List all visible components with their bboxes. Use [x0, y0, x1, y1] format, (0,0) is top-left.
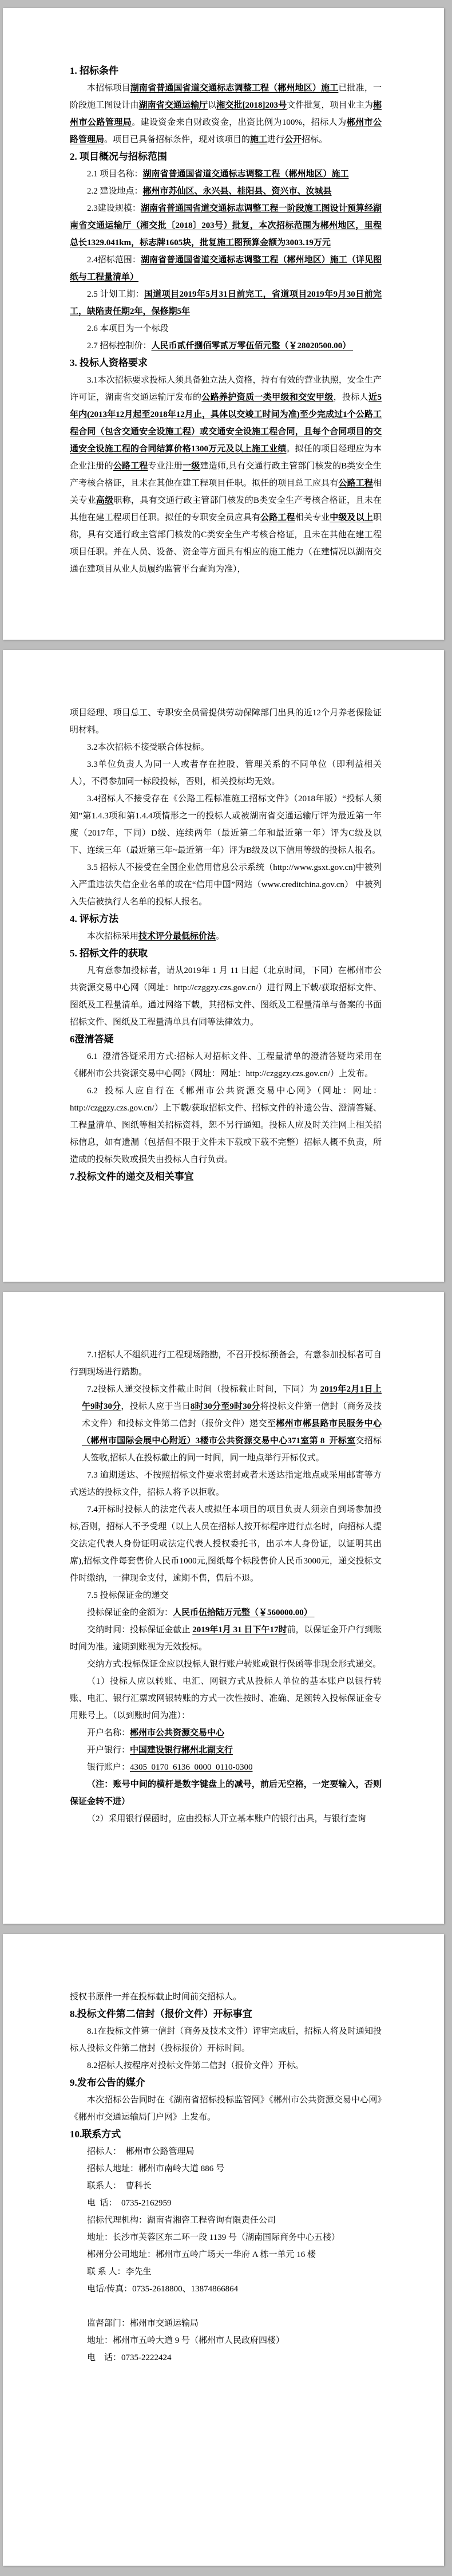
text-run: 郴州市郴县路市民服务中心（郴州市国际会展中心附近）3楼市公共资源交易中心371室第 8 开标室	[82, 1419, 382, 1445]
text-run: 授权书原件一并在投标截止时间前交招标人。	[70, 1992, 242, 2002]
paragraph	[70, 183, 382, 200]
text-run: 7.4开标时投标人的法定代表人或拟任本项目的项目负责人须亲自到场参加投标,否则，招标人不予受理（以上人员在招标人按开标程序进行点名时，向招标人提交法定代表人身份证明或法定代表人授权委托书，出示本人身份证，以证明其出席),招标文件每套售价人民币1000元,图纸每个标段售价人民币3000元，递交投标文件时缴纳，一律现金支付，逾期不售，售后不退。	[70, 1505, 382, 1583]
text-run: 。	[216, 932, 225, 941]
section-heading	[70, 1168, 382, 1185]
text-run: 招标。	[302, 135, 328, 144]
text-run: 专业注册	[148, 462, 183, 471]
paragraph	[70, 2229, 382, 2246]
text-run: 近5年内(2013年12月起至2018年12月止，具体以交竣工时间为准)至少完成过1个公路工程合同（包含交通安全设施工程）或交通安全设施工程合同，且每个合同项目的交通安全设施工程的合同结算价格1300万元及以上施工业绩	[70, 393, 382, 454]
text-run: 7.5 投标保证金的递交	[87, 1591, 169, 1600]
text-run: 招标人地址：郴州市南岭大道 886 号	[87, 2164, 225, 2173]
document-page-1	[3, 8, 444, 640]
text-run: 本次招标公告同时在《湖南省招标投标监管网》《郴州市公共资源交易中心网》《郴州市交通运输局门户网》上发布。	[70, 2096, 382, 2122]
text-run: 电 话：0735-2222424	[87, 2353, 172, 2362]
text-run: 郴州市苏仙区、永兴县、桂阳县、资兴市、汝城县	[142, 187, 332, 196]
text-run: 2019年2月1日上午9时30分	[82, 1385, 382, 1411]
paragraph	[70, 200, 382, 251]
text-run: 人民币贰仟捌佰零贰万零伍佰元整（￥28020500.00）	[151, 341, 354, 350]
section-heading	[70, 62, 382, 80]
text-run: 一级	[183, 462, 200, 471]
text-run: 建造师,具有交通行政主管部门核发的B类安全生产考核合格证，且未在其他在建工程项目任职。拟任的项目总工应具有	[70, 462, 382, 488]
text-run: 2.4招标范围：	[87, 255, 141, 265]
paragraph	[70, 1810, 382, 1827]
text-run: 5. 招标文件的获取	[70, 948, 148, 959]
text-run: 公路工程	[260, 513, 295, 522]
text-run: 3.4招标人不接受存在《公路工程标准施工招标文件》（2018年版）“投标人须知”第1.4.3项和第1.4.4项情形之一的投标人或被湖南省交通运输厅评为最近第一年度（2017年，下同）D级、连续两年（最近第二年和最近第一年）评为C级及以下、连续三年（最近第三年~最近第一年）评为B级及以下信用等级的投标人报名。	[70, 794, 382, 855]
text-run: 7.投标文件的递交及相关事宜	[70, 1171, 194, 1182]
text-run: 文件批复，项目业主为	[287, 101, 373, 110]
text-run: 高级	[96, 496, 114, 505]
text-run: 公路养护资质一类甲级和交安甲级	[201, 393, 334, 402]
document-page-2	[3, 650, 444, 1282]
paragraph	[70, 1673, 382, 1724]
section-heading	[70, 148, 382, 166]
paragraph	[70, 1988, 382, 2006]
text-run: 交纳方式:投标保证金应以投标人银行账户转账或银行保函等非现金形式递交。	[87, 1660, 382, 1669]
paragraph	[70, 1776, 382, 1810]
text-run: （1）投标人应以转账、电汇、网银方式从投标人单位的基本账户以银行转账、电汇、银行汇票或网银转账的方式一次性按时、准确、足额转入投标保证金专用账号上。（以到账时间为准）：	[70, 1677, 382, 1720]
text-run: 6.2 投标人应自行在《郴州市公共资源交易中心网》（网址：网址：http://czggzy.czs.gov.cn/）上下载/获取招标文件、招标文件的补遗公告、澄清答疑、工程量清单、图纸等相关招标资料，恕不另行通知。投标人应及时关注网上相关招标信息，如有遗漏（包括但不限于文件未下载或下载不完整）招标人概不负责，所造成的投标失败或损失由投标人自行负责。	[70, 1086, 382, 1164]
paragraph	[70, 1742, 382, 1759]
text-run: 以	[208, 101, 217, 110]
text-run: 交招标人签收,招标人在投标截止的同一时间，同一地点举行开标仪式。	[82, 1436, 382, 1463]
text-run: 郴州市公共资源交易中心	[130, 1728, 225, 1738]
text-run: 2.7 招标控制价：	[87, 341, 152, 350]
text-run: 投标保证金的金额为：	[87, 1608, 173, 1617]
paragraph	[70, 286, 382, 320]
paragraph	[70, 1467, 382, 1501]
text-run: 2.3建设规模：	[87, 204, 141, 213]
text-run: 3. 投标人资格要求	[70, 357, 148, 368]
text-run: 2.1 项目名称：	[87, 170, 143, 179]
paragraph	[70, 2280, 382, 2298]
text-run: 职称，具有交通行政主管部门核发的C类安全生产考核合格证，且未在其他在建工程项目任职。并在人员、设备、资金等方面具有相应的施工能力（在建情况以湖南交通在建项目从业人员履约监管平台查询为准），	[70, 513, 382, 574]
text-run: 银行账户：	[87, 1763, 130, 1772]
text-run: 技术评分最低标价法	[138, 932, 216, 941]
text-run: 。项目已具备招标条件，现对该项目的	[104, 135, 251, 144]
text-run: 湘交批[2018]203号	[216, 101, 287, 110]
text-run: 联 系 人：李先生	[87, 2267, 152, 2276]
text-run: 3.2本次招标不接受联合体投标。	[87, 743, 209, 752]
paragraph	[70, 859, 382, 911]
text-run: 凡有意参加投标者，请从2019年 1 月 11 日起（北京时间，下同）在郴州市公共资源交易中心网（网址：http://czggzy.czs.gov.cn/）进行网上下载/获取招标文件、图纸及工程量清单。通过网络下载，其招标文件、图纸及工程量清单与备案的书面招标文件、图纸及工程量清单具有同等法律效力。	[70, 966, 382, 1027]
text-run: 地址：长沙市芙蓉区东二环一段 1139 号（湖南国际商务中心五楼）	[87, 2233, 340, 2242]
paragraph	[70, 2315, 382, 2332]
text-run: 地址：郴州市五岭大道 9 号（郴州市人民政府四楼）	[87, 2336, 285, 2345]
text-run: 公开	[284, 135, 302, 144]
text-run: 开户名称：	[87, 1728, 130, 1738]
text-run: 3.5 招标人不接受在全国企业信用信息公示系统（http://www.gsxt.gov.cn)中被列入严重违法失信企业名单的或在“信用中国”网站（www.creditchina.gov.cn） 中被列入失信被执行人名单的投标人报名。	[70, 863, 382, 907]
text-run: 9.发布公告的媒介	[70, 2077, 145, 2088]
paragraph	[70, 320, 382, 337]
section-heading	[70, 1031, 382, 1048]
paragraph	[70, 2349, 382, 2366]
paragraph	[70, 1656, 382, 1673]
text-run: 中国建设银行郴州北湖支行	[130, 1746, 233, 1755]
text-run: 3.1本次招标要求投标人须具备独立法人资格，持有有效的营业执照，安全生产许可证，湖南省交通运输厅发布的	[70, 376, 382, 402]
text-run: 开户银行：	[87, 1746, 130, 1755]
text-run: 人民币伍拾陆万元整（￥560000.00）	[173, 1608, 315, 1617]
paragraph	[70, 2177, 382, 2195]
text-run: 公路工程	[338, 479, 373, 488]
text-run: 已批准，一阶段施工图设计由	[70, 84, 382, 110]
text-run: 施工	[250, 135, 268, 144]
text-run: 国道项目2019年5月31日前完工，省道项目2019年9月30日前完工，缺陷责任期2年，保修期5年	[70, 290, 382, 316]
text-run: 相关专业	[70, 479, 382, 505]
paragraph	[70, 1621, 382, 1656]
text-run: 联系人： 曹科长	[87, 2181, 152, 2191]
text-run: 项目经理、项目总工、专职安全员需提供劳动保障部门出具的近12个月养老保险证明材料。	[70, 708, 382, 735]
paragraph	[70, 739, 382, 756]
paragraph	[70, 1724, 382, 1742]
paragraph	[70, 756, 382, 790]
text-run: 将投标文件第一信封（商务及技术文件）和投标文件第二信封（报价文件）递交至	[82, 1402, 382, 1428]
text-run: 2.2 建设地点：	[87, 187, 143, 196]
text-run: 本招标项目	[87, 84, 130, 93]
paragraph	[70, 2091, 382, 2126]
text-run: 6.1 澄清答疑采用方式:招标人对招标文件、工程量清单的澄清答疑均采用在《郴州市公共资源交易中心网》（网址：网址：http://czggzy.czs.gov.cn/）上发布。	[70, 1052, 382, 1078]
text-run: （2）采用银行保函时，应由投标人开立基本账户的银行出具，与银行查询	[87, 1814, 366, 1823]
paragraph	[70, 790, 382, 859]
paragraph	[70, 928, 382, 945]
text-run: 。拟任的项目经理应为本企业注册的	[70, 444, 382, 471]
text-run: 8.投标文件第二信封（报价文件）开标事宜	[70, 2008, 252, 2019]
text-run: 4. 评标方法	[70, 913, 118, 924]
text-run: 监督部门：郴州市交通运输局	[87, 2319, 199, 2328]
text-run: 本次招标采用	[87, 932, 139, 941]
blank-line	[70, 2298, 382, 2315]
text-run: 招标代理机构：湖南省湘咨工程咨询有限责任公司	[87, 2216, 276, 2225]
paragraph	[70, 2246, 382, 2263]
text-run: ，投标人	[333, 393, 369, 402]
section-heading	[70, 355, 382, 372]
text-run: 电 话： 0735-2162959	[87, 2199, 172, 2208]
text-run: 电话/传真：0735-2618800、13874866864	[87, 2284, 239, 2294]
paragraph	[70, 2332, 382, 2349]
paragraph	[70, 2212, 382, 2229]
text-run: 湖南省普通国省道交通标志调整工程一阶段施工图设计预算经湖南省交通运输厅（湘交批〔2018〕203号）批复，本次招标范围为郴州地区，里程总长1329.041km，标志牌1605块，批复施工图预算金额为3003.19万元	[70, 204, 382, 247]
text-run: 郴州市公路管理局	[70, 118, 382, 144]
section-heading	[70, 911, 382, 928]
text-run: 2019年1月 31 日下午17时	[192, 1625, 287, 1634]
paragraph	[70, 2057, 382, 2074]
text-run: 湖南省普通国省道交通标志调整工程（郴州地区）施工	[130, 84, 339, 93]
paragraph	[70, 1082, 382, 1168]
text-run: ，投标人应于当日	[121, 1402, 191, 1411]
section-heading	[70, 2074, 382, 2091]
paragraph	[70, 704, 382, 739]
text-run: 相关专业	[295, 513, 330, 522]
text-run: 7.1招标人不组织进行工程现场踏勘，不召开投标预备会，有意参加投标者可自行到现场进行踏勘。	[70, 1350, 382, 1377]
text-run: 7.2投标人递交投标文件截止时间（投标截止时间，下同）为	[87, 1385, 320, 1394]
paragraph	[82, 1381, 382, 1467]
text-run: 8时30分至9时30分	[190, 1402, 260, 1411]
text-run: 2.6 本项目为一个标段	[87, 324, 169, 333]
text-run: 湖南省普通国省道交通标志调整工程（郴州地区）施工	[142, 170, 349, 179]
text-run: 郴州分公司地址：郴州市五岭广场天一华府 A 栋一单元 16 楼	[87, 2250, 316, 2259]
text-run: 10.联系方式	[70, 2129, 121, 2140]
text-run: 湖南省普通国省道交通标志调整工程（郴州地区）施工（详见图纸与工程量清单）	[70, 255, 382, 282]
text-run: 2.5 计划工期：	[87, 290, 144, 299]
paragraph	[70, 1759, 382, 1776]
text-run: 2. 项目概况与招标范围	[70, 151, 167, 162]
text-run: 6澄清答疑	[70, 1034, 114, 1045]
section-heading	[70, 945, 382, 962]
text-run: 前，以保证金开户行到账时间为准。逾期到账视为无效投标。	[70, 1625, 382, 1652]
section-heading	[70, 2126, 382, 2143]
text-run: 招标人： 郴州市公路管理局	[87, 2147, 195, 2156]
paragraph	[70, 1587, 382, 1604]
text-run: 中级及以上	[330, 513, 373, 522]
text-run: 湖南省交通运输厅	[138, 101, 208, 110]
document-page-4	[3, 1934, 444, 2566]
paragraph	[70, 2195, 382, 2212]
paragraph	[70, 251, 382, 286]
text-run: 7.3 逾期送达、不按照招标文件要求密封或者未送达指定地点或采用邮寄等方式送达的投标文件，招标人将予以拒收。	[70, 1471, 382, 1497]
text-run: 1. 招标条件	[70, 65, 118, 76]
text-run: 8.1在投标文件第一信封（商务及技术文件）评审完成后，招标人将及时通知投标人投标文件第二信封（投标报价）开标时间。	[70, 2027, 382, 2053]
paragraph	[70, 2023, 382, 2057]
paragraph	[70, 1346, 382, 1381]
text-run: （注：账号中间的横杆是数字键盘上的减号，前后无空格，一定要输入，否则保证金转不进）	[70, 1780, 382, 1806]
text-run: 。建设资金来自财政资金，出资比例为100%，招标人为	[132, 118, 347, 127]
text-run: 3.3单位负责人为同一人或者存在控股、管理关系的不同单位（即利益相关人），不得参加同一标段投标，否则，相关投标均无效。	[70, 760, 382, 786]
text-run: 交纳时间：投标保证金截止	[87, 1625, 193, 1634]
paragraph	[70, 1604, 382, 1621]
document-page-3	[3, 1292, 444, 1924]
paragraph	[70, 1501, 382, 1587]
paragraph	[70, 337, 382, 355]
text-run: 进行	[267, 135, 285, 144]
paragraph	[70, 2263, 382, 2280]
paragraph	[70, 962, 382, 1031]
text-run: 郴州市公路管理局	[70, 101, 382, 127]
text-run: 4305 0170 6136 0000 0110-0300	[130, 1763, 253, 1772]
paragraph	[70, 166, 382, 183]
paragraph	[70, 2143, 382, 2160]
text-run: 8.2招标人按程序对投标文件第二信封（报价文件）开标。	[87, 2061, 304, 2070]
paragraph	[70, 2160, 382, 2177]
paragraph	[70, 80, 382, 148]
text-run: 职称，具有交通行政主管部门核发的B类安全生产考核合格证，且未在其他在建工程项目任职。拟任的专职安全员应具有	[70, 496, 382, 522]
paragraph	[70, 372, 382, 578]
text-run: 公路工程	[113, 462, 148, 471]
paragraph	[70, 1048, 382, 1082]
section-heading	[70, 2006, 382, 2023]
